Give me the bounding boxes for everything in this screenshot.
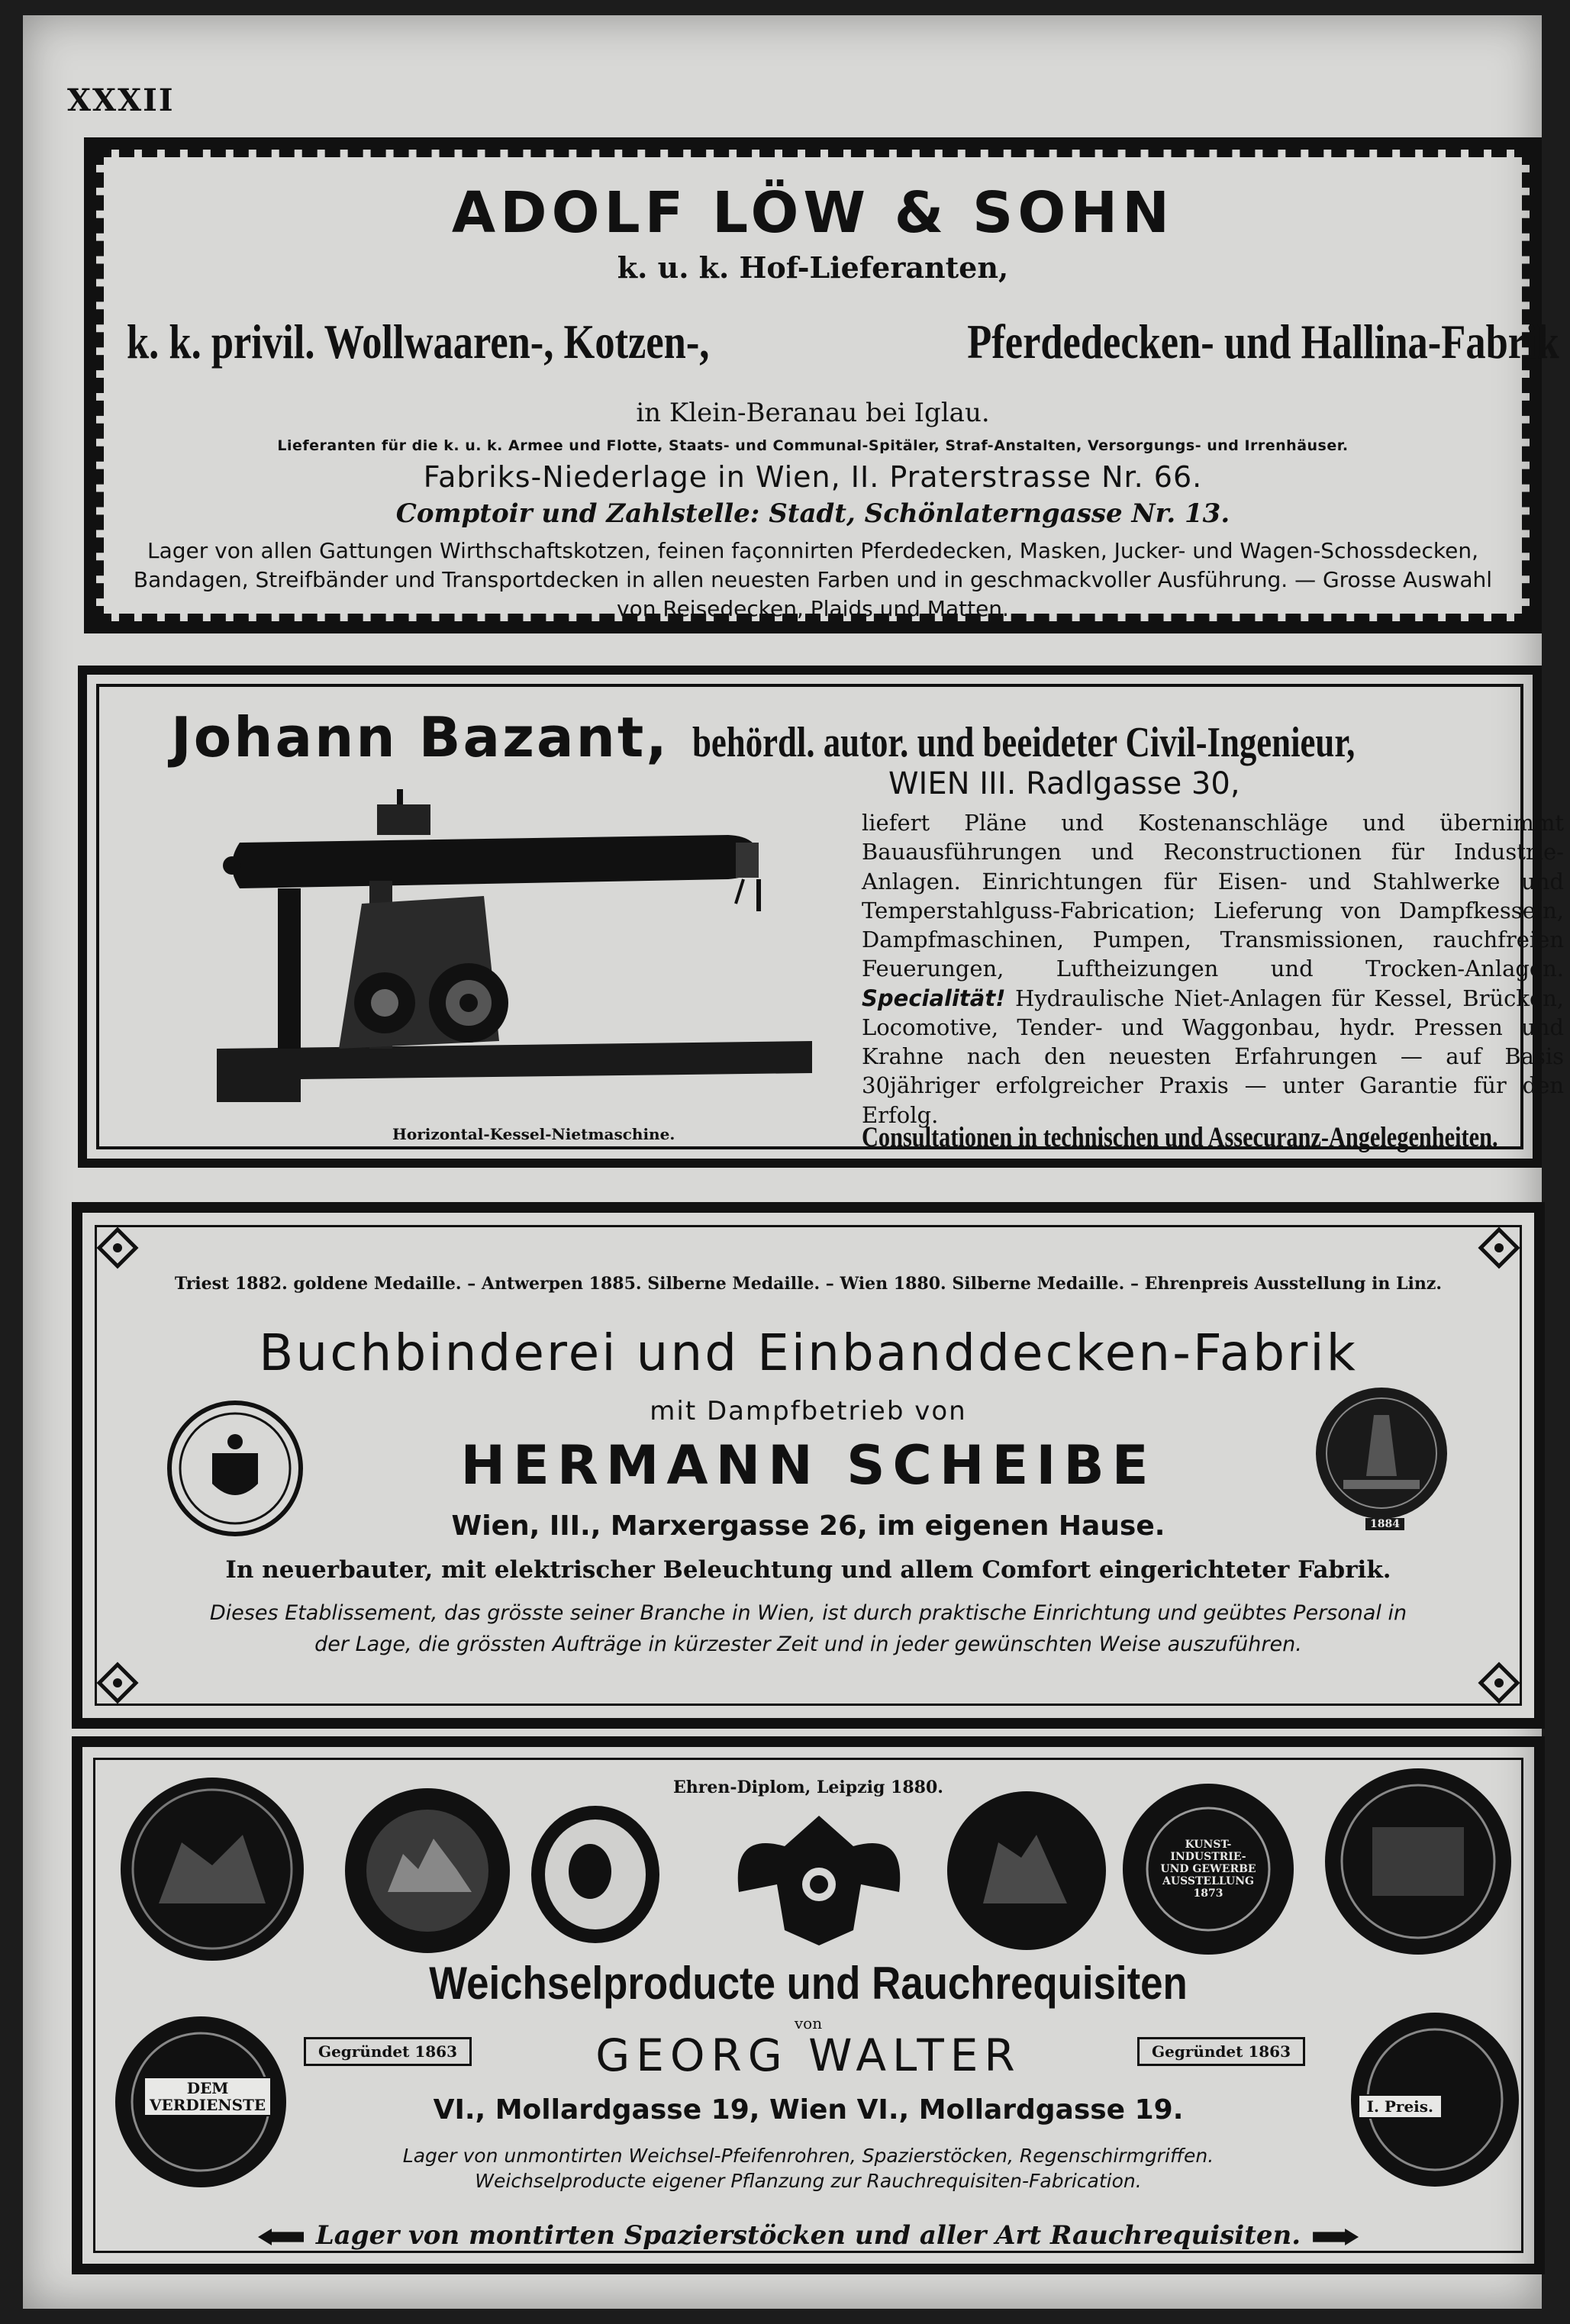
corner-ornament-icon (1478, 1662, 1520, 1704)
scheibe-body-line: der Lage, die grössten Aufträge in kürzester Zeit und in jeder gewünschten Weise auszuführen. (314, 1632, 1302, 1656)
medal-year: 1884 (1365, 1518, 1404, 1530)
specialitaet-label: Specialität! (862, 985, 1006, 1011)
corner-ornament-icon (96, 1662, 139, 1704)
verdienste-label: VERDIENSTE (150, 2096, 266, 2114)
scheibe-mit: mit Dampfbetrieb von (650, 1396, 967, 1426)
engineer-title: behördl. autor. und beeideter Civil-Ingenieur, (692, 719, 1355, 766)
bazant-header (171, 705, 1510, 769)
machine-caption: Horizontal-Kessel-Nietmaschine. (392, 1125, 675, 1143)
product-right: Pferdedecken- und Hallina-Fabrik (967, 314, 1559, 369)
dem-label: DEM (186, 2079, 229, 2097)
product-left: k. k. privil. Wollwaaren-, Kotzen-, (127, 314, 710, 369)
bazant-services: liefert Pläne und Kostenanschläge und übernimmt Bauausführungen und Reconstructionen für Industrie-Anlagen. Einrichtungen für Eisen- und Stahlwerke und Temperstahlguss-Fabrication; Lieferung von Dampfkesseln, Dampfmaschinen, Pumpen, Transmissionen, rauchfreien Feuerungen, Luftheizungen und Trocken-Anlagen. (862, 810, 1564, 982)
walter-address: VI., Mollardgasse 19, Wien VI., Mollardgasse 19. (433, 2094, 1184, 2126)
walter-line: Weichselproducte eigener Pflanzung zur Rauchrequisiten-Fabrication. (475, 2169, 1142, 2192)
bazant-address: WIEN III. Radlgasse 30, (888, 766, 1240, 801)
walter-body (82, 2144, 1534, 2193)
page (23, 15, 1565, 2309)
kunst-medal-text: KUNST-INDUSTRIE-UND GEWERBE AUSSTELLUNG 1873 (1160, 1839, 1256, 1900)
loew-body: Lager von allen Gattungen Wirthschaftskotzen, feinen façonnirten Pferdedecken, Masken, Jucker- und Wagen-Schossdecken, Bandagen, Streifbänder und Transportdecken in allen neuesten Farben und in geschmackvoller Ausführung. — Grosse Auswahl von Reisedecken, Plaids und Matten. (133, 538, 1493, 621)
figures-medal-icon (945, 1789, 1109, 1953)
location: in Klein-Beranau bei Iglau. (636, 398, 990, 428)
walter-lager (82, 2220, 1534, 2251)
bazant-text (862, 808, 1564, 1130)
battle-medal-icon (113, 1774, 311, 1965)
suppliers-line: Lieferanten für die k. u. k. Armee und Flotte, Staats- und Communal-Spitäler, Straf-Anstalten, Versorgungs- und Irrenhäuser. (277, 437, 1349, 454)
portrait-medal-icon (529, 1804, 662, 1945)
firm-name: ADOLF LÖW & SOHN (451, 180, 1175, 246)
ad-walter (72, 1736, 1545, 2274)
page-number: XXXII (67, 82, 175, 118)
scheibe-body-line: Dieses Etablissement, das grösste seiner Branche in Wien, ist durch praktische Einrichtung und geübtes Personal in (209, 1601, 1407, 1625)
comptoir: Comptoir und Zahlstelle: Stadt, Schönlaterngasse Nr. 13. (395, 498, 1230, 529)
imperial-eagle-icon (724, 1800, 914, 1953)
scheibe-title: Buchbinderei und Einbanddecken-Fabrik (259, 1323, 1358, 1382)
bazant-consultation: Consultationen in technischen und Assecuranz-Angelegenheiten. (862, 1122, 1498, 1153)
walter-lager-text: Lager von montirten Spazierstöcken und aller Art Rauchrequisiten. (315, 2220, 1301, 2251)
figure-medal-icon (1313, 1384, 1450, 1529)
walter-von: von (794, 2014, 823, 2032)
first-prize-label: I. Preis. (1358, 2094, 1443, 2119)
ad-loew-sohn (84, 137, 1559, 633)
city-medal-icon (342, 1785, 514, 1957)
rivet-machine-illustration (209, 789, 820, 1110)
product-row (127, 292, 1559, 392)
scheibe-address: Wien, III., Marxergasse 26, im eigenen Hause. (451, 1510, 1165, 1542)
ad-scheibe (72, 1202, 1545, 1729)
firm-subtitle: k. u. k. Hof-Lieferanten, (617, 250, 1009, 285)
walter-name: GEORG WALTER (595, 2029, 1021, 2081)
medals-line: Triest 1882. goldene Medaille. – Antwerpen 1885. Silberne Medaille. – Wien 1880. Silberne Medaille. – Ehrenpreis Ausstellung in Linz. (174, 1274, 1443, 1294)
niederlage: Fabriks-Niederlage in Wien, II. Praterstrasse Nr. 66. (423, 460, 1203, 494)
corner-ornament-icon (96, 1226, 139, 1269)
corner-ornament-icon (1478, 1226, 1520, 1269)
jubilee-medal-icon (1319, 1766, 1517, 1957)
scheibe-name: HERMANN SCHEIBE (460, 1434, 1156, 1497)
pointing-hand-icon (1313, 2229, 1359, 2245)
scheibe-fabrik: In neuerbauter, mit elektrischer Beleuchtung und allem Comfort eingerichteter Fabrik. (225, 1556, 1391, 1584)
engineer-name: Johann Bazant, (171, 705, 669, 769)
gegruendet-left: Gegründet 1863 (304, 2037, 472, 2066)
walter-line: Lager von unmontirten Weichsel-Pfeifenrohren, Spazierstöcken, Regenschirmgriffen. (402, 2145, 1214, 2167)
diploma-line: Ehren-Diplom, Leipzig 1880. (673, 1778, 943, 1797)
walter-title: Weichselproducte und Rauchrequisiten (429, 1958, 1188, 2009)
gegruendet-right: Gegründet 1863 (1137, 2037, 1305, 2066)
ad-bazant (78, 666, 1565, 1168)
specialitaet-text: Hydraulische Niet-Anlagen für Kessel, Brücken, Locomotive, Tender- und Waggonbau, hydr. Pressen und Krahne nach den neuesten Erfahrungen — auf Basis 30jähriger erfolgreicher Praxis — unter Garantie für den Erfolg. (862, 985, 1565, 1128)
pointing-hand-icon (258, 2229, 304, 2245)
scheibe-body (128, 1598, 1488, 1660)
